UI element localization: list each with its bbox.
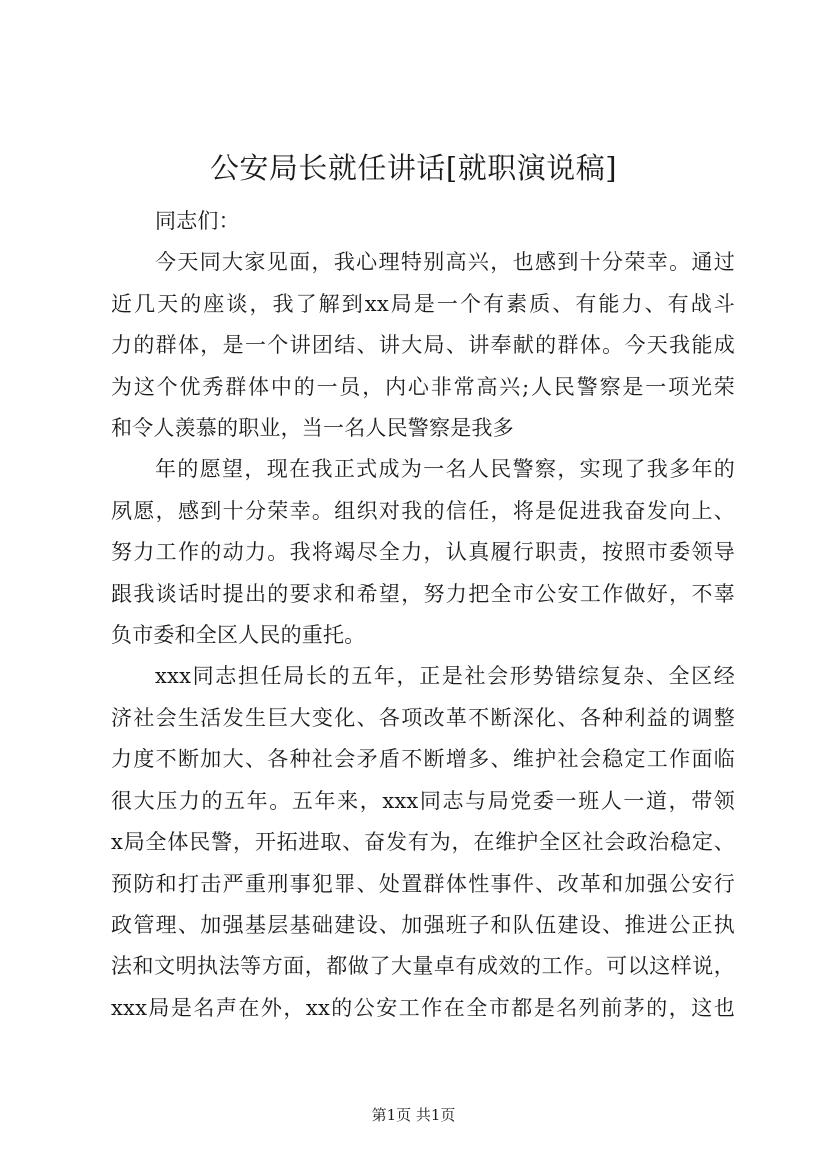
paragraph-line: x局全体民警，开拓进取、奋发有为，在维护全区社会政治稳定、 xyxy=(111,830,735,855)
paragraph-line: 为这个优秀群体中的一员，内心非常高兴;人民警察是一项光荣 xyxy=(111,374,735,399)
document-body xyxy=(111,201,735,1029)
paragraph-line: 很大压力的五年。五年来，xxx同志与局党委一班人一道，带领 xyxy=(111,788,735,813)
paragraph-line: 政管理、加强基层基础建设、加强班子和队伍建设、推进公正执 xyxy=(111,912,735,937)
paragraph xyxy=(111,656,735,1029)
document-title: 公安局长就任讲话[就职演说稿] xyxy=(209,151,618,185)
paragraph xyxy=(111,242,735,449)
page-number: 第1页 共1页 xyxy=(371,1106,456,1124)
paragraph xyxy=(111,449,735,656)
paragraph-line: 跟我谈话时提出的要求和希望，努力把全市公安工作做好，不辜 xyxy=(111,581,735,606)
paragraph-line: 和令人羡慕的职业，当一名人民警察是我多 xyxy=(111,416,514,441)
paragraph-line: 努力工作的动力。我将竭尽全力，认真履行职责，按照市委领导 xyxy=(111,540,735,565)
paragraph-line: 今天同大家见面，我心理特别高兴，也感到十分荣幸。通过 xyxy=(155,250,735,275)
salutation: 同志们： xyxy=(155,209,240,233)
paragraph-line: 力的群体，是一个讲团结、讲大局、讲奉献的群体。今天我能成 xyxy=(111,333,735,358)
paragraph-line: 近几天的座谈，我了解到xx局是一个有素质、有能力、有战斗 xyxy=(111,291,735,316)
paragraph-line: 力度不断加大、各种社会矛盾不断增多、维护社会稳定工作面临 xyxy=(111,747,735,772)
paragraph-line: xxx局是名声在外，xx的公安工作在全市都是名列前茅的，这也 xyxy=(111,995,735,1020)
paragraph-line: 夙愿，感到十分荣幸。组织对我的信任，将是促进我奋发向上、 xyxy=(111,498,735,523)
paragraph-line: 负市委和全区人民的重托。 xyxy=(111,623,366,648)
paragraph-line: 年的愿望，现在我正式成为一名人民警察，实现了我多年的 xyxy=(155,457,735,482)
paragraph-line: xxx同志担任局长的五年，正是社会形势错综复杂、全区经 xyxy=(155,664,735,689)
paragraph-line: 法和文明执法等方面，都做了大量卓有成效的工作。可以这样说， xyxy=(111,954,735,979)
paragraph-line: 预防和打击严重刑事犯罪、处置群体性事件、改革和加强公安行 xyxy=(111,871,735,896)
paragraph-line: 济社会生活发生巨大变化、各项改革不断深化、各种利益的调整 xyxy=(111,705,735,730)
